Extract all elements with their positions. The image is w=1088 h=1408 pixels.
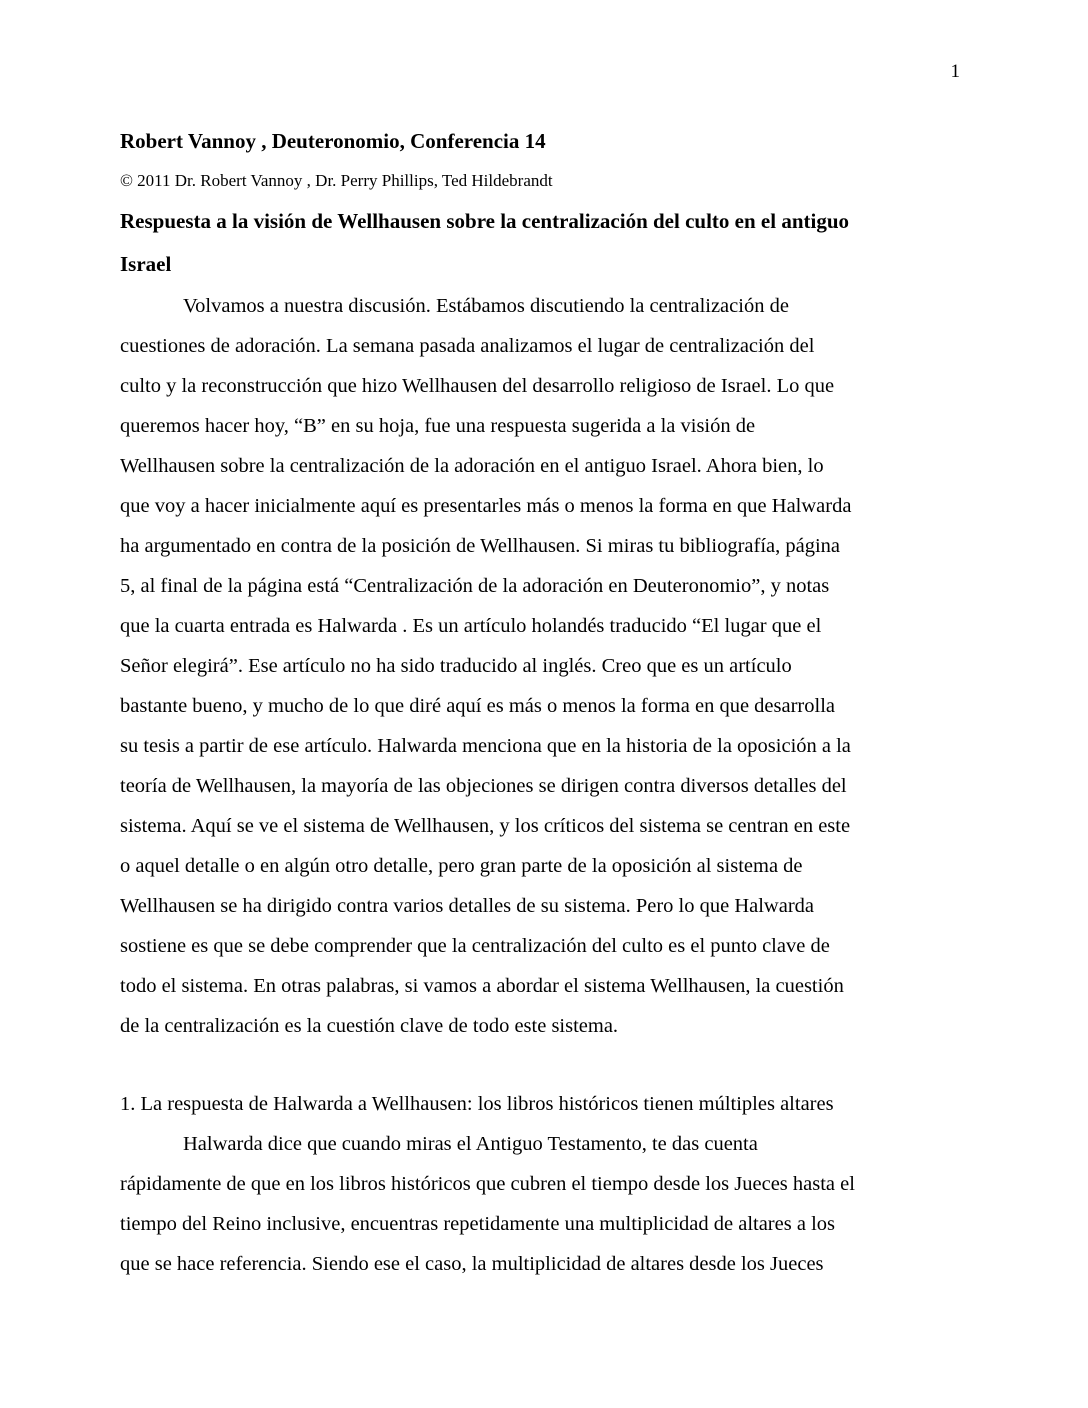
text-line: que se hace referencia. Siendo ese el caso, la multiplicidad de altares desde los Jueces: [120, 1253, 824, 1275]
text-line: bastante bueno, y mucho de lo que diré aquí es más o menos la forma en que desarrolla: [120, 695, 835, 717]
text-line: Wellhausen se ha dirigido contra varios detalles de su sistema. Pero lo que Halwarda: [120, 895, 815, 917]
text-line: Wellhausen sobre la centralización de la adoración en el antiguo Israel. Ahora bien, lo: [120, 455, 824, 477]
paragraph-2: [120, 1124, 960, 1284]
text-line: que la cuarta entrada es Halwarda . Es un artículo holandés traducido “El lugar que el: [120, 615, 822, 637]
text-line: 1. La respuesta de Halwarda a Wellhausen: los libros históricos tienen múltiples altares: [120, 1093, 834, 1115]
section-heading: [120, 1084, 960, 1124]
text-line: Israel: [120, 252, 172, 276]
text-line: culto y la reconstrucción que hizo Wellhausen del desarrollo religioso de Israel. Lo que: [120, 375, 835, 397]
text-line: todo el sistema. En otras palabras, si vamos a abordar el sistema Wellhausen, la cuestión: [120, 975, 844, 997]
text-line: sostiene es que se debe comprender que la centralización del culto es el punto clave de: [120, 935, 830, 957]
text-line: Respuesta a la visión de Wellhausen sobre la centralización del culto en el antiguo: [120, 209, 850, 233]
page-number: 1: [950, 61, 960, 82]
text-line: sistema. Aquí se ve el sistema de Wellhausen, y los críticos del sistema se centran en este: [120, 815, 851, 837]
text-line: teoría de Wellhausen, la mayoría de las objeciones se dirigen contra diversos detalles del: [120, 775, 847, 797]
text-line: tiempo del Reino inclusive, encuentras repetidamente una multiplicidad de altares a los: [120, 1213, 835, 1235]
copyright-line: [120, 162, 960, 200]
text-line: ha argumentado en contra de la posición de Wellhausen. Si miras tu bibliografía, página: [120, 535, 841, 557]
text-line: Volvamos a nuestra discusión. Estábamos discutiendo la centralización de: [183, 295, 789, 317]
text-line: Robert Vannoy , Deuteronomio, Conferencia 14: [120, 129, 546, 153]
document-subtitle: [120, 200, 960, 286]
text-line: o aquel detalle o en algún otro detalle, pero gran parte de la oposición al sistema de: [120, 855, 803, 877]
blank-line: [120, 1046, 960, 1084]
page-content: [120, 120, 960, 1284]
paragraph-1: [120, 286, 960, 1046]
text-line: rápidamente de que en los libros históricos que cubren el tiempo desde los Jueces hasta el: [120, 1173, 855, 1195]
text-line: 5, al final de la página está “Centralización de la adoración en Deuteronomio”, y notas: [120, 575, 830, 597]
text-line: que voy a hacer inicialmente aquí es presentarles más o menos la forma en que Halwarda: [120, 495, 852, 517]
text-line: Señor elegirá”. Ese artículo no ha sido traducido al inglés. Creo que es un artículo: [120, 655, 792, 677]
document-title: [120, 120, 960, 162]
text-line: © 2011 Dr. Robert Vannoy , Dr. Perry Phillips, Ted Hildebrandt: [120, 171, 553, 190]
text-line: de la centralización es la cuestión clave de todo este sistema.: [120, 1015, 619, 1037]
text-line: Halwarda dice que cuando miras el Antiguo Testamento, te das cuenta: [183, 1133, 758, 1155]
text-line: cuestiones de adoración. La semana pasada analizamos el lugar de centralización del: [120, 335, 815, 357]
text-line: queremos hacer hoy, “B” en su hoja, fue una respuesta sugerida a la visión de: [120, 415, 756, 437]
text-line: su tesis a partir de ese artículo. Halwarda menciona que en la historia de la oposición a la: [120, 735, 851, 757]
